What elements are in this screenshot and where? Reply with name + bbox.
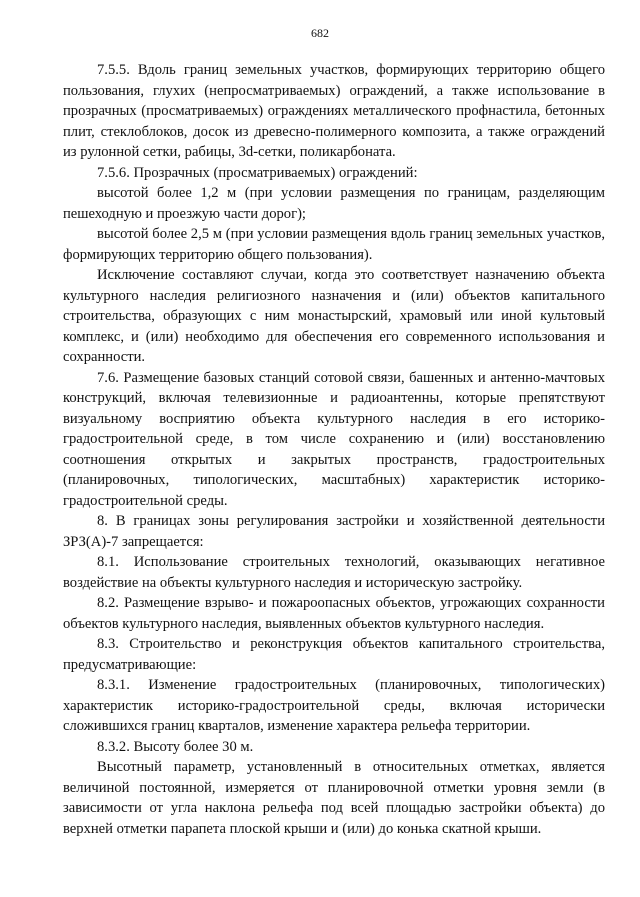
- paragraph-8-3: 8.3. Строительство и реконструкция объектов капитального строительства, предусматривающие:: [63, 636, 605, 673]
- page-number: 682: [311, 26, 329, 40]
- paragraph-exception: Исключение составляют случаи, когда это соответствует назначению объекта культурного наследия религиозного назначения и (или) объектов капитального строительства, образующих с ним монастырский, храмовый или иной культовый комплекс, и (или) необходимо для обеспечения его современного использования и сохранности.: [63, 267, 605, 365]
- paragraph-7-6: 7.6. Размещение базовых станций сотовой связи, башенных и антенно-мачтовых конструкций, включая телевизионные и радиоантенны, которые препятствуют визуальному восприятию объекта культурного наследия в его историко-градостроительной среде, в том числе сохранению и (или) восстановлению соотношения открытых и закрытых пространств, градостроительных (планировочных, типологических, масштабных) характеристик историко-градостроительной среды.: [63, 369, 605, 509]
- paragraph-8-1: 8.1. Использование строительных технологий, оказывающих негативное воздействие на объекты культурного наследия и историческую застройку.: [63, 554, 605, 591]
- paragraph-7-5-6: 7.5.6. Прозрачных (просматриваемых) ограждений:: [97, 164, 418, 181]
- paragraph-8-2: 8.2. Размещение взрыво- и пожароопасных объектов, угрожающих сохранности объектов культурного наследия, выявленных объектов культурного наследия.: [63, 595, 605, 632]
- paragraph-height-2-5: высотой более 2,5 м (при условии размещения вдоль границ земельных участков, формирующих территорию общего пользования).: [63, 226, 605, 263]
- paragraph-7-5-5: 7.5.5. Вдоль границ земельных участков, формирующих территорию общего пользования, глухих (непросматриваемых) ограждений, а также использование в прозрачных (просматриваемых) ограждениях металлического профнастила, бетонных плит, стеклоблоков, досок из древесно-полимерного композита, а также ограждений из рулонной сетки, рабицы, 3d-сетки, поликарбоната.: [63, 62, 605, 160]
- paragraph-height-parameter: Высотный параметр, установленный в относительных отметках, является величиной постоянной, измеряется от планировочной отметки уровня земли (в зависимости от угла наклона рельефа под всей площадью застройки объекта) до верхней отметки парапета плоской крыши и (или) до конька скатной крыши.: [63, 759, 605, 837]
- paragraph-8-3-1: 8.3.1. Изменение градостроительных (планировочных, типологических) характеристик историко-градостроительной среды, включая исторически сложившихся границ кварталов, изменение характера рельефа территории.: [63, 677, 605, 734]
- paragraph-8: 8. В границах зоны регулирования застройки и хозяйственной деятельности ЗРЗ(А)-7 запрещается:: [63, 513, 605, 550]
- paragraph-8-3-2: 8.3.2. Высоту более 30 м.: [97, 738, 254, 755]
- document-body: [63, 60, 605, 839]
- paragraph-height-1-2: высотой более 1,2 м (при условии размещения по границам, разделяющим пешеходную и проезжую части дорог);: [63, 185, 605, 222]
